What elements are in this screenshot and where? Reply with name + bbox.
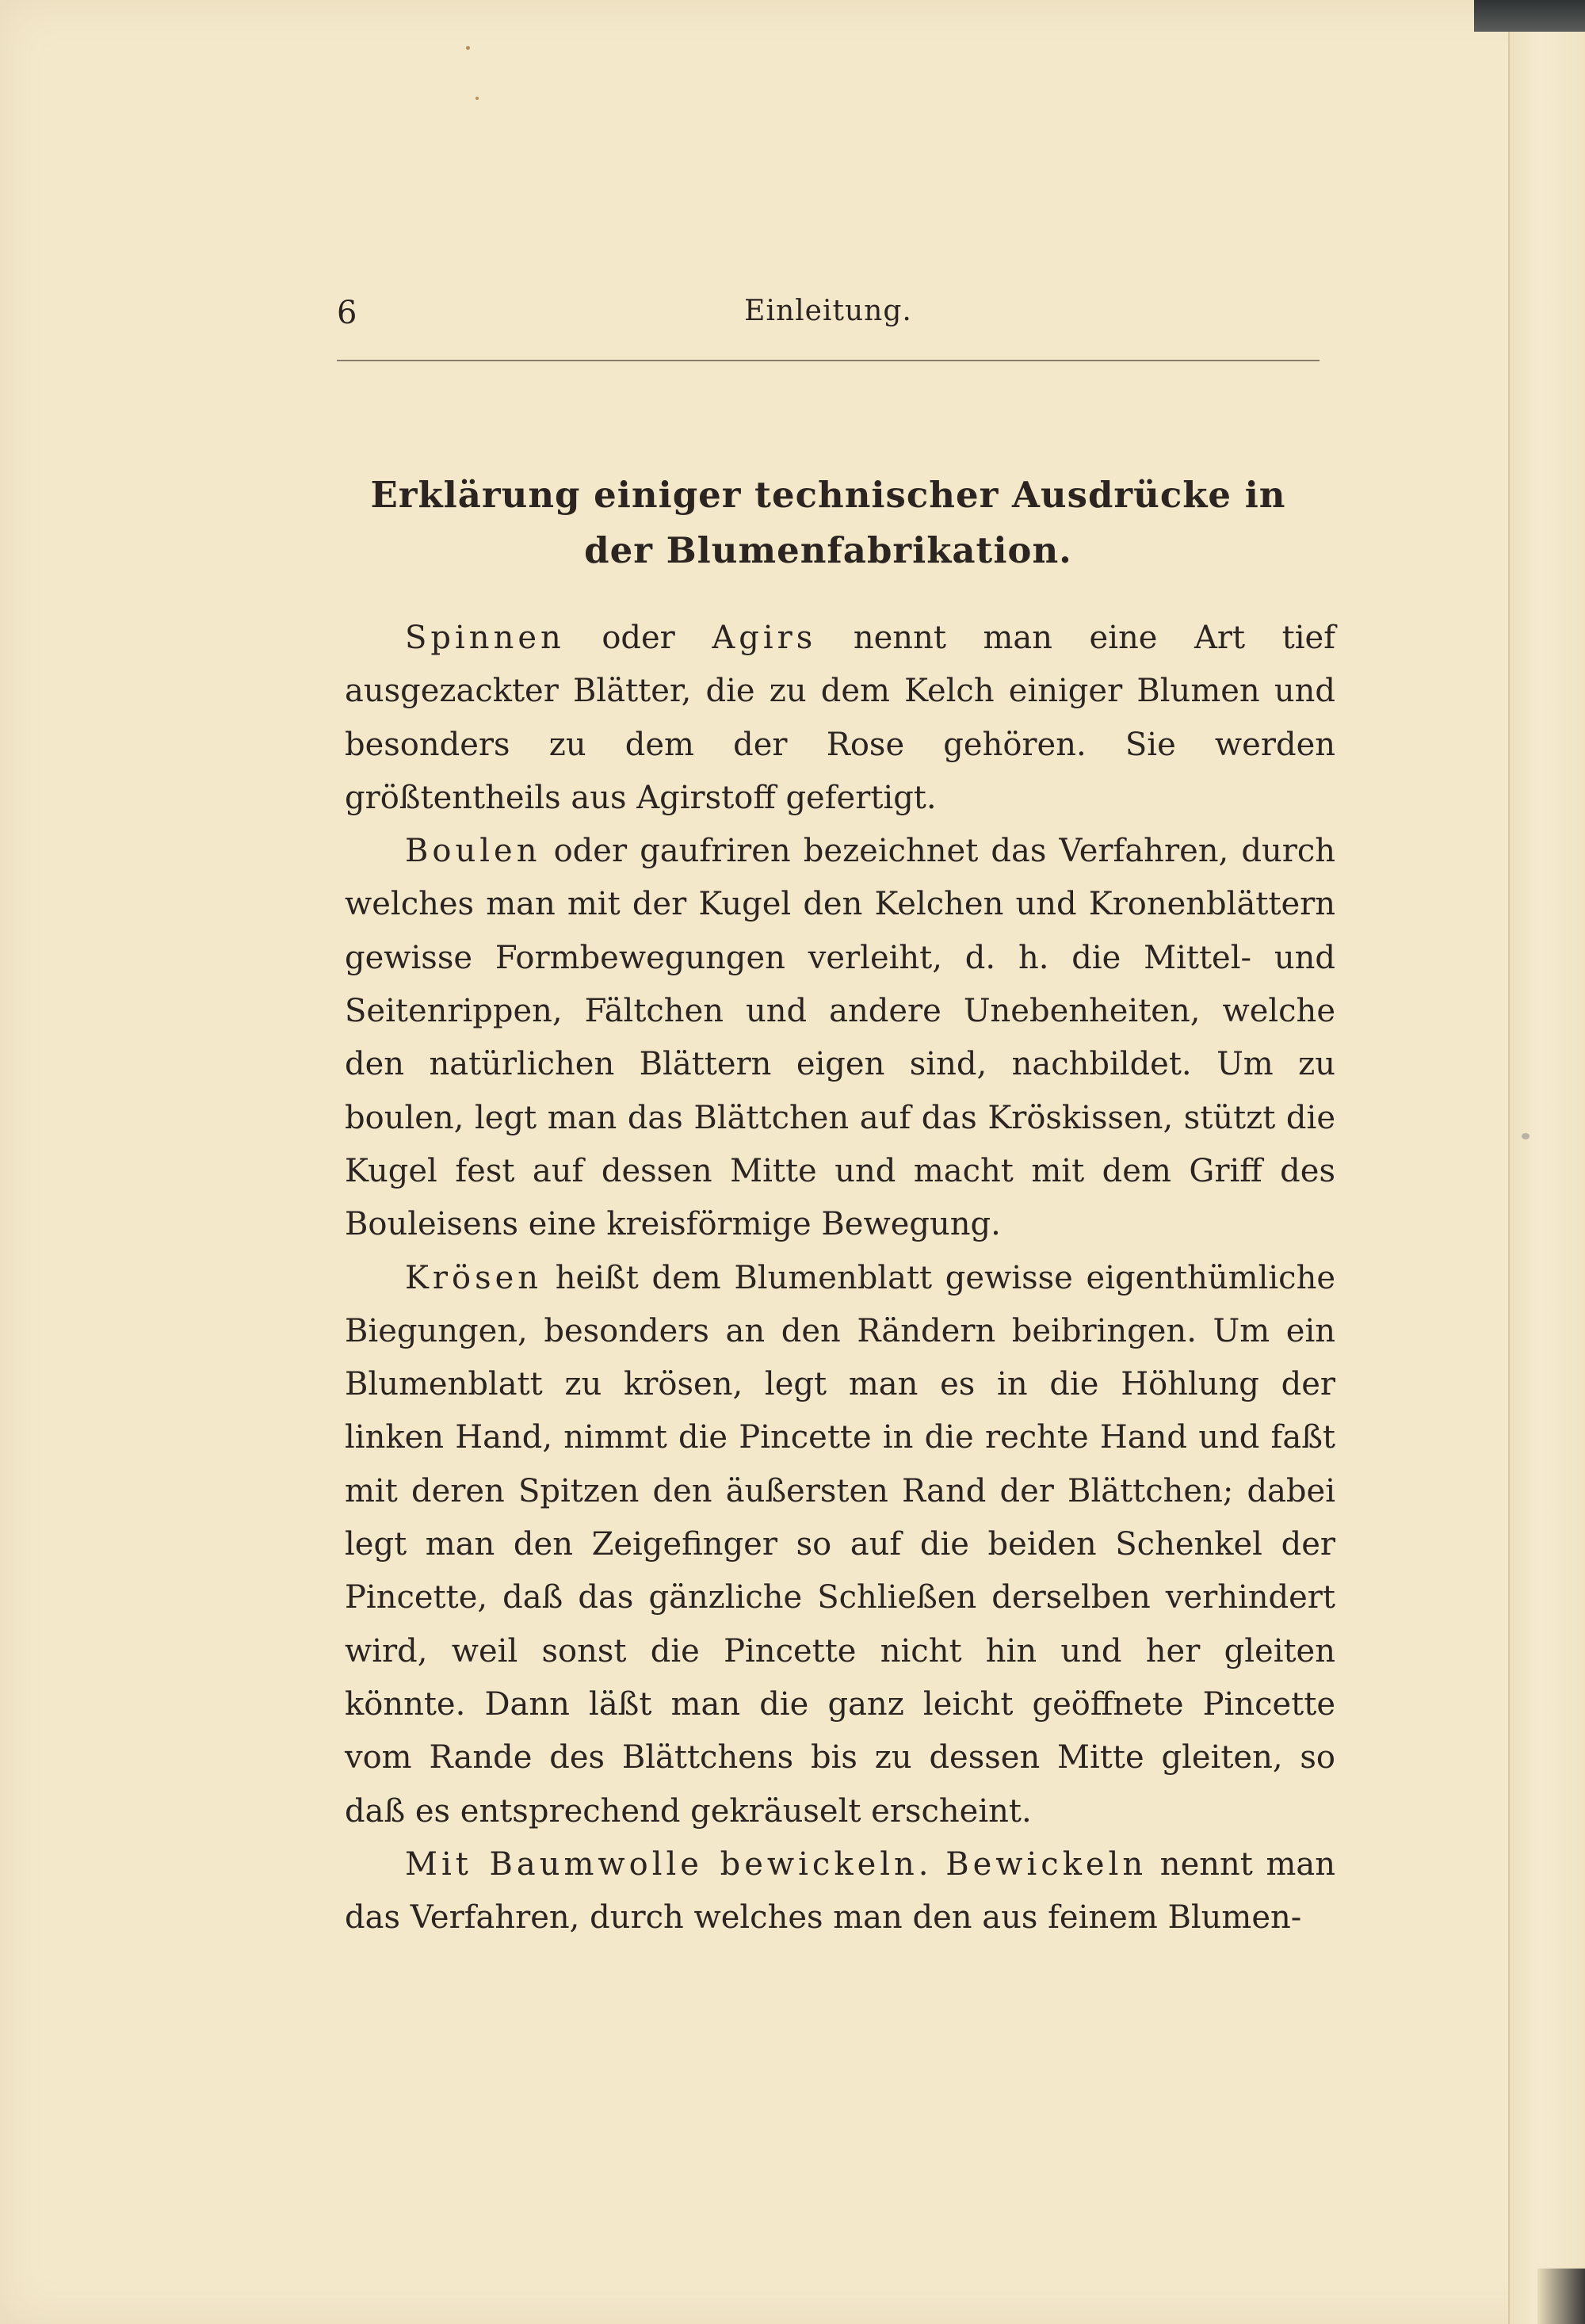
section-title: Erklärung einiger technischer Ausdrücke in der Blumenfabrikation.: [370, 474, 1286, 571]
scan-background-corner: [1474, 0, 1585, 32]
term: Agirs: [712, 620, 817, 656]
header-rule: [337, 360, 1320, 361]
paragraph: [345, 1252, 1335, 1838]
paper-speck: [1522, 1133, 1530, 1139]
term: Boulen: [405, 833, 541, 870]
term: Bewickeln: [945, 1845, 1148, 1883]
paragraph: [345, 612, 1335, 825]
paragraph-text: nennt man eine Art tief ausgezackter Blätter, die zu dem Kelch einiger Blumen und besonders zu dem der Rose gehören. Sie werden größtentheils aus Agirstoff gefertigt.: [345, 620, 1335, 816]
body-text: [345, 612, 1335, 1944]
connector-text: [933, 1846, 946, 1883]
page-number: 6: [337, 295, 357, 331]
scan-background-corner-bottom: [1537, 2269, 1585, 2324]
paper-speck: [476, 97, 479, 100]
term: Spinnen: [405, 620, 565, 656]
paragraph-text: nennt man das Verfahren, durch welches man den aus feinem Blumen-: [345, 1845, 1336, 1937]
paragraph: [345, 825, 1335, 1251]
paragraph-text: heißt dem Blumenblatt gewisse eigenthümliche Biegungen, besonders an den Rändern beibringen. Um ein Blumenblatt zu krösen, legt man es in die Höhlung der linken Hand, nimmt die Pincette in die rechte Hand und faßt mit deren Spitzen den äußersten Rand der Blättchen; dabei legt man den Zeigefinger so auf die beiden Schenkel der Pincette, daß das gänzliche Schließen derselben verhindert wird, weil sonst die Pincette nicht hin und her gleiten könnte. Dann läßt man die ganz leicht geöffnete Pincette vom Rande des Blättchens bis zu dessen Mitte gleiten, so daß es entsprechend gekräuselt erscheint.: [345, 1259, 1335, 1830]
paragraph-text: oder gaufriren bezeichnet das Verfahren, durch welches man mit der Kugel den Kelchen und Kronenblättern gewisse Formbewegungen verleiht, d. h. die Mittel- und Seitenrippen, Fältchen und andere Unebenheiten, welche den natürlichen Blättern eigen sind, nachbildet. Um zu boulen, legt man das Blättchen auf das Kröskissen, stützt die Kugel fest auf dessen Mitte und macht mit dem Griff des Bouleisens eine kreisförmige Bewegung.: [345, 833, 1335, 1243]
paragraph: [345, 1838, 1335, 1945]
paper-speck: [466, 46, 470, 50]
running-head: Einleitung.: [744, 295, 912, 327]
term: Mit Baumwolle bewickeln.: [405, 1845, 933, 1883]
page-header: [337, 295, 1320, 342]
page-edge: [1508, 0, 1585, 2324]
term: Krösen: [405, 1259, 543, 1296]
connector-text: oder: [564, 620, 712, 656]
